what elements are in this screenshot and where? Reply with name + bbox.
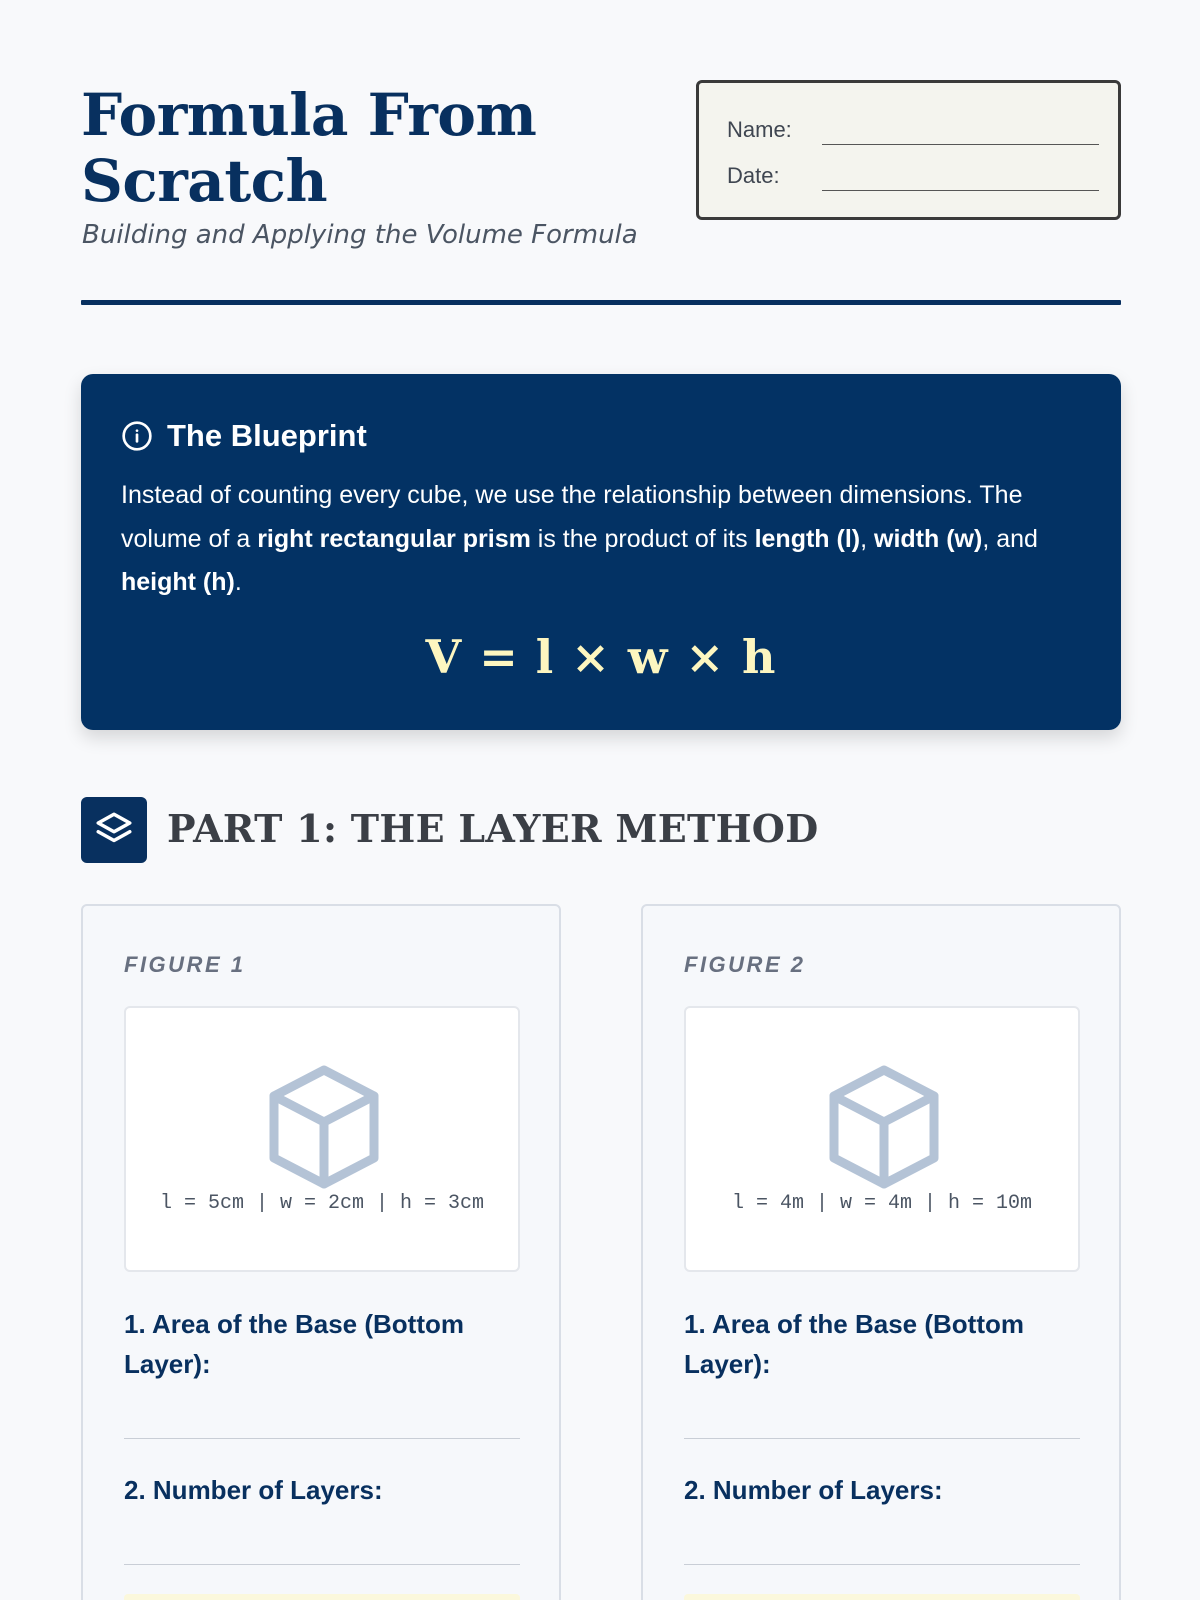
- question-number-of-layers: 2. Number of Layers:: [684, 1475, 943, 1505]
- figure-diagram: [124, 1006, 520, 1272]
- figure-dimensions: l = 4m | w = 4m | h = 10m: [731, 1192, 1033, 1215]
- figure-card-1: [81, 904, 561, 1600]
- part1-title: PART 1: THE LAYER METHOD: [167, 806, 819, 851]
- blueprint-header: [121, 418, 367, 454]
- blueprint-text-part: , and: [982, 524, 1038, 553]
- figure-dimensions: l = 5cm | w = 2cm | h = 3cm: [159, 1192, 485, 1215]
- blueprint-text: [121, 474, 1081, 605]
- worksheet-page: [81, 0, 1121, 1600]
- blueprint-text-part: is the product of its: [530, 524, 755, 553]
- answer-line-base-area[interactable]: [124, 1438, 520, 1439]
- answer-highlight-box[interactable]: [684, 1594, 1080, 1600]
- figure-diagram: [684, 1006, 1080, 1272]
- question-base-area: 1. Area of the Base (Bottom Layer):: [124, 1309, 464, 1379]
- layers-icon: [93, 809, 135, 851]
- date-field[interactable]: [822, 190, 1099, 191]
- volume-formula: V = l × w × h: [425, 630, 777, 684]
- header-divider: [81, 300, 1121, 305]
- figure-label: FIGURE 2: [684, 952, 806, 977]
- blueprint-text-part: ,: [860, 524, 875, 553]
- date-label: Date:: [727, 163, 780, 188]
- part1-icon-badge: [81, 797, 147, 863]
- name-label: Name:: [727, 117, 792, 142]
- question-base-area: 1. Area of the Base (Bottom Layer):: [684, 1309, 1024, 1379]
- cube-icon: [266, 1064, 382, 1192]
- answer-line-layers[interactable]: [124, 1564, 520, 1565]
- blueprint-title: The Blueprint: [167, 418, 367, 453]
- blueprint-term-prism: right rectangular prism: [257, 524, 531, 553]
- answer-line-layers[interactable]: [684, 1564, 1080, 1565]
- page-subtitle: Building and Applying the Volume Formula: [82, 220, 638, 250]
- question-number-of-layers: 2. Number of Layers:: [124, 1475, 383, 1505]
- blueprint-text-part: Instead of counting every cube, we use the relationship between dimensions. The volume of a: [121, 481, 1023, 553]
- date-row: [727, 159, 1099, 193]
- info-icon: [121, 420, 153, 452]
- blueprint-text-part: .: [234, 568, 242, 596]
- name-date-box: [696, 80, 1121, 220]
- blueprint-term-width: width (w): [874, 524, 983, 553]
- cube-icon: [826, 1064, 942, 1192]
- name-row: [727, 113, 1099, 147]
- page-title: Formula From Scratch: [81, 81, 537, 215]
- figure-label: FIGURE 1: [124, 952, 246, 977]
- name-field[interactable]: [822, 144, 1099, 145]
- blueprint-term-length: length (l): [754, 524, 861, 553]
- blueprint-panel: [81, 374, 1121, 730]
- answer-line-base-area[interactable]: [684, 1438, 1080, 1439]
- blueprint-term-height: height (h): [121, 568, 235, 596]
- figure-card-2: [641, 904, 1121, 1600]
- answer-highlight-box[interactable]: [124, 1594, 520, 1600]
